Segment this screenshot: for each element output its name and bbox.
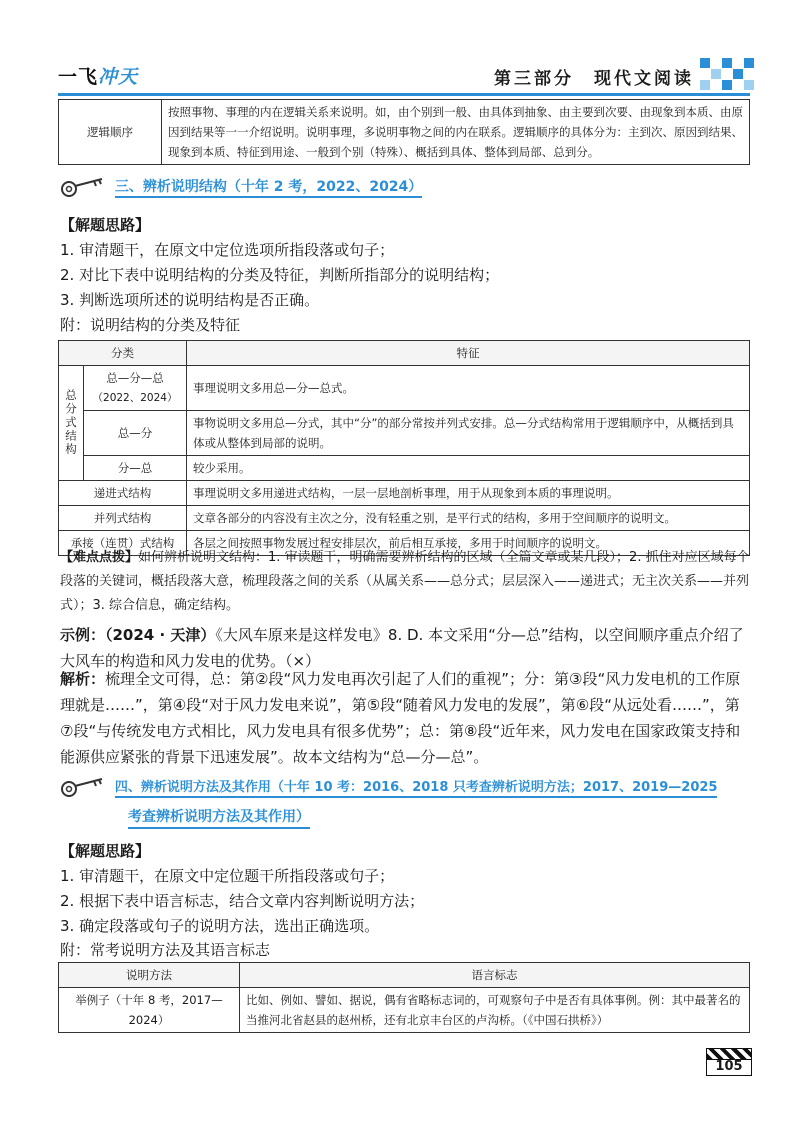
analysis: 解析：梳理全文可得，总：第②段“风力发电再次引起了人们的重视”；分：第③段“风力发电机的工作原理就是……”，第④段“对于风力发电来说”，第⑤段“随着风力发电的发展”，第⑥段“从远处看……”，第⑦段“与传统发电方式相比，风力发电具有很多优势”；总：第⑧段“近年来，风力发电在国家政策支持和能源供应紧张的背景下迅速发展”。故本文结构为“总—分—总”。 [60, 670, 741, 766]
table-cell: 递进式结构 [59, 481, 187, 506]
difficulty-note: 【难点点拨】如何辨析说明文结构：1. 审读题干，明确需要辨析结构的区域（全篇文章或某几段）；2. 抓住对应区域每个段落的关键词，概括段落大意，梳理段落之间的关系（从属关系——总分式；层层深入——递进式；无主次关系——并列式）；3. 综合信息，确定结构。 [60, 550, 750, 613]
table-cell: 事理说明文多用递进式结构，一层一层地剖析事理，用于从现象到本质的事理说明。 [187, 481, 750, 506]
section-heading-4: 四、辨析说明方法及其作用（十年 10 考：2016、2018 只考查辨析说明方法；2017、2019—2025 [60, 776, 717, 798]
table-row [59, 988, 750, 1033]
column-header: 特征 [187, 341, 750, 366]
table-header-row [59, 963, 750, 988]
table-cell: 各层之间按照事物发展过程安排层次，前后相互承接，多用于时间顺序的说明文。 [187, 531, 750, 556]
table-cell: 事物说明文多用总—分式，其中“分”的部分常按并列式安排。总—分式结构常用于逻辑顺序中，从概括到具体或从整体到局部的说明。 [187, 411, 750, 456]
approach-label: 【解题思路】 [60, 216, 151, 234]
table-cell: 总—分 [84, 411, 187, 456]
step-2: 2. 根据下表中语言标志，结合文章内容判断说明方法； [60, 892, 425, 910]
step-1: 1. 审清题干，在原文中定位选项所指段落或句子； [60, 241, 395, 259]
table-cell: 总—分—总 （2022、2024） [84, 366, 187, 411]
key-icon [60, 776, 106, 798]
example: 示例：（2024 · 天津）《大风车原来是这样发电》8. D. 本文采用“分—总”结构，以空间顺序重点介绍了大风车的构造和风力发电的优势。（×） [60, 626, 744, 670]
page-number: 105 [706, 1048, 750, 1074]
key-icon [60, 176, 106, 198]
structure-table [58, 340, 750, 556]
table-row [59, 506, 750, 531]
page-header [58, 58, 750, 92]
method-table [58, 962, 750, 1033]
table-cell: 并列式结构 [59, 506, 187, 531]
table-row [59, 100, 750, 165]
appendix-title: 附：说明结构的分类及特征 [60, 316, 241, 334]
table-cell: 总分式结构 [59, 366, 84, 481]
column-header: 分类 [59, 341, 187, 366]
step-3: 3. 确定段落或句子的说明方法，选出正确选项。 [60, 917, 380, 935]
step-2: 2. 对比下表中说明结构的分类及特征，判断所指部分的说明结构； [60, 266, 500, 284]
table-row [59, 366, 750, 411]
step-1: 1. 审清题干，在原文中定位题干所指段落或句子； [60, 867, 395, 885]
table-row [59, 456, 750, 481]
table-cell: 文章各部分的内容没有主次之分，没有轻重之别，是平行式的结构，多用于空间顺序的说明文。 [187, 506, 750, 531]
table-cell: 承接（连贯）式结构 [59, 531, 187, 556]
table-row [59, 411, 750, 456]
table-cell: 较少采用。 [187, 456, 750, 481]
table-cell: 举例子（十年 8 考，2017—2024） [59, 988, 240, 1033]
table-cell: 按照事物、事理的内在逻辑关系来说明。如，由个别到一般、由具体到抽象、由主要到次要、由现象到本质、由原因到结果等一一介绍说明。说明事理，多说明事物之间的内在联系。逻辑顺序的具体分为：主到次、原因到结果、现象到本质、特征到用途、一般到个别（特殊）、概括到具体、整体到局部、总到分。 [162, 100, 750, 165]
column-header: 说明方法 [59, 963, 240, 988]
table-row [59, 481, 750, 506]
table-cell: 逻辑顺序 [59, 100, 162, 165]
section-heading-3: 三、辨析说明结构（十年 2 考，2022、2024） [60, 176, 422, 198]
table-cell: 比如、例如、譬如、据说，偶有省略标志词的，可观察句子中是否有具体事例。例：其中最著名的当推河北省赵县的赵州桥，还有北京丰台区的卢沟桥。（《中国石拱桥》） [240, 988, 750, 1033]
column-header: 语言标志 [240, 963, 750, 988]
table-header-row [59, 341, 750, 366]
section-heading-4-cont: 考查辨析说明方法及其作用） [128, 806, 310, 829]
logic-order-table [58, 99, 750, 165]
checker-decoration [700, 58, 750, 90]
table-cell: 事理说明文多用总—分—总式。 [187, 366, 750, 411]
approach-label: 【解题思路】 [60, 842, 151, 860]
header-rule [58, 93, 750, 96]
table-cell: 分—总 [84, 456, 187, 481]
brand-logo: 一飞冲天 [58, 66, 139, 88]
step-3: 3. 判断选项所述的说明结构是否正确。 [60, 291, 320, 309]
section-title: 第三部分 现代文阅读 [494, 69, 694, 89]
appendix-title: 附：常考说明方法及其语言标志 [60, 941, 271, 959]
